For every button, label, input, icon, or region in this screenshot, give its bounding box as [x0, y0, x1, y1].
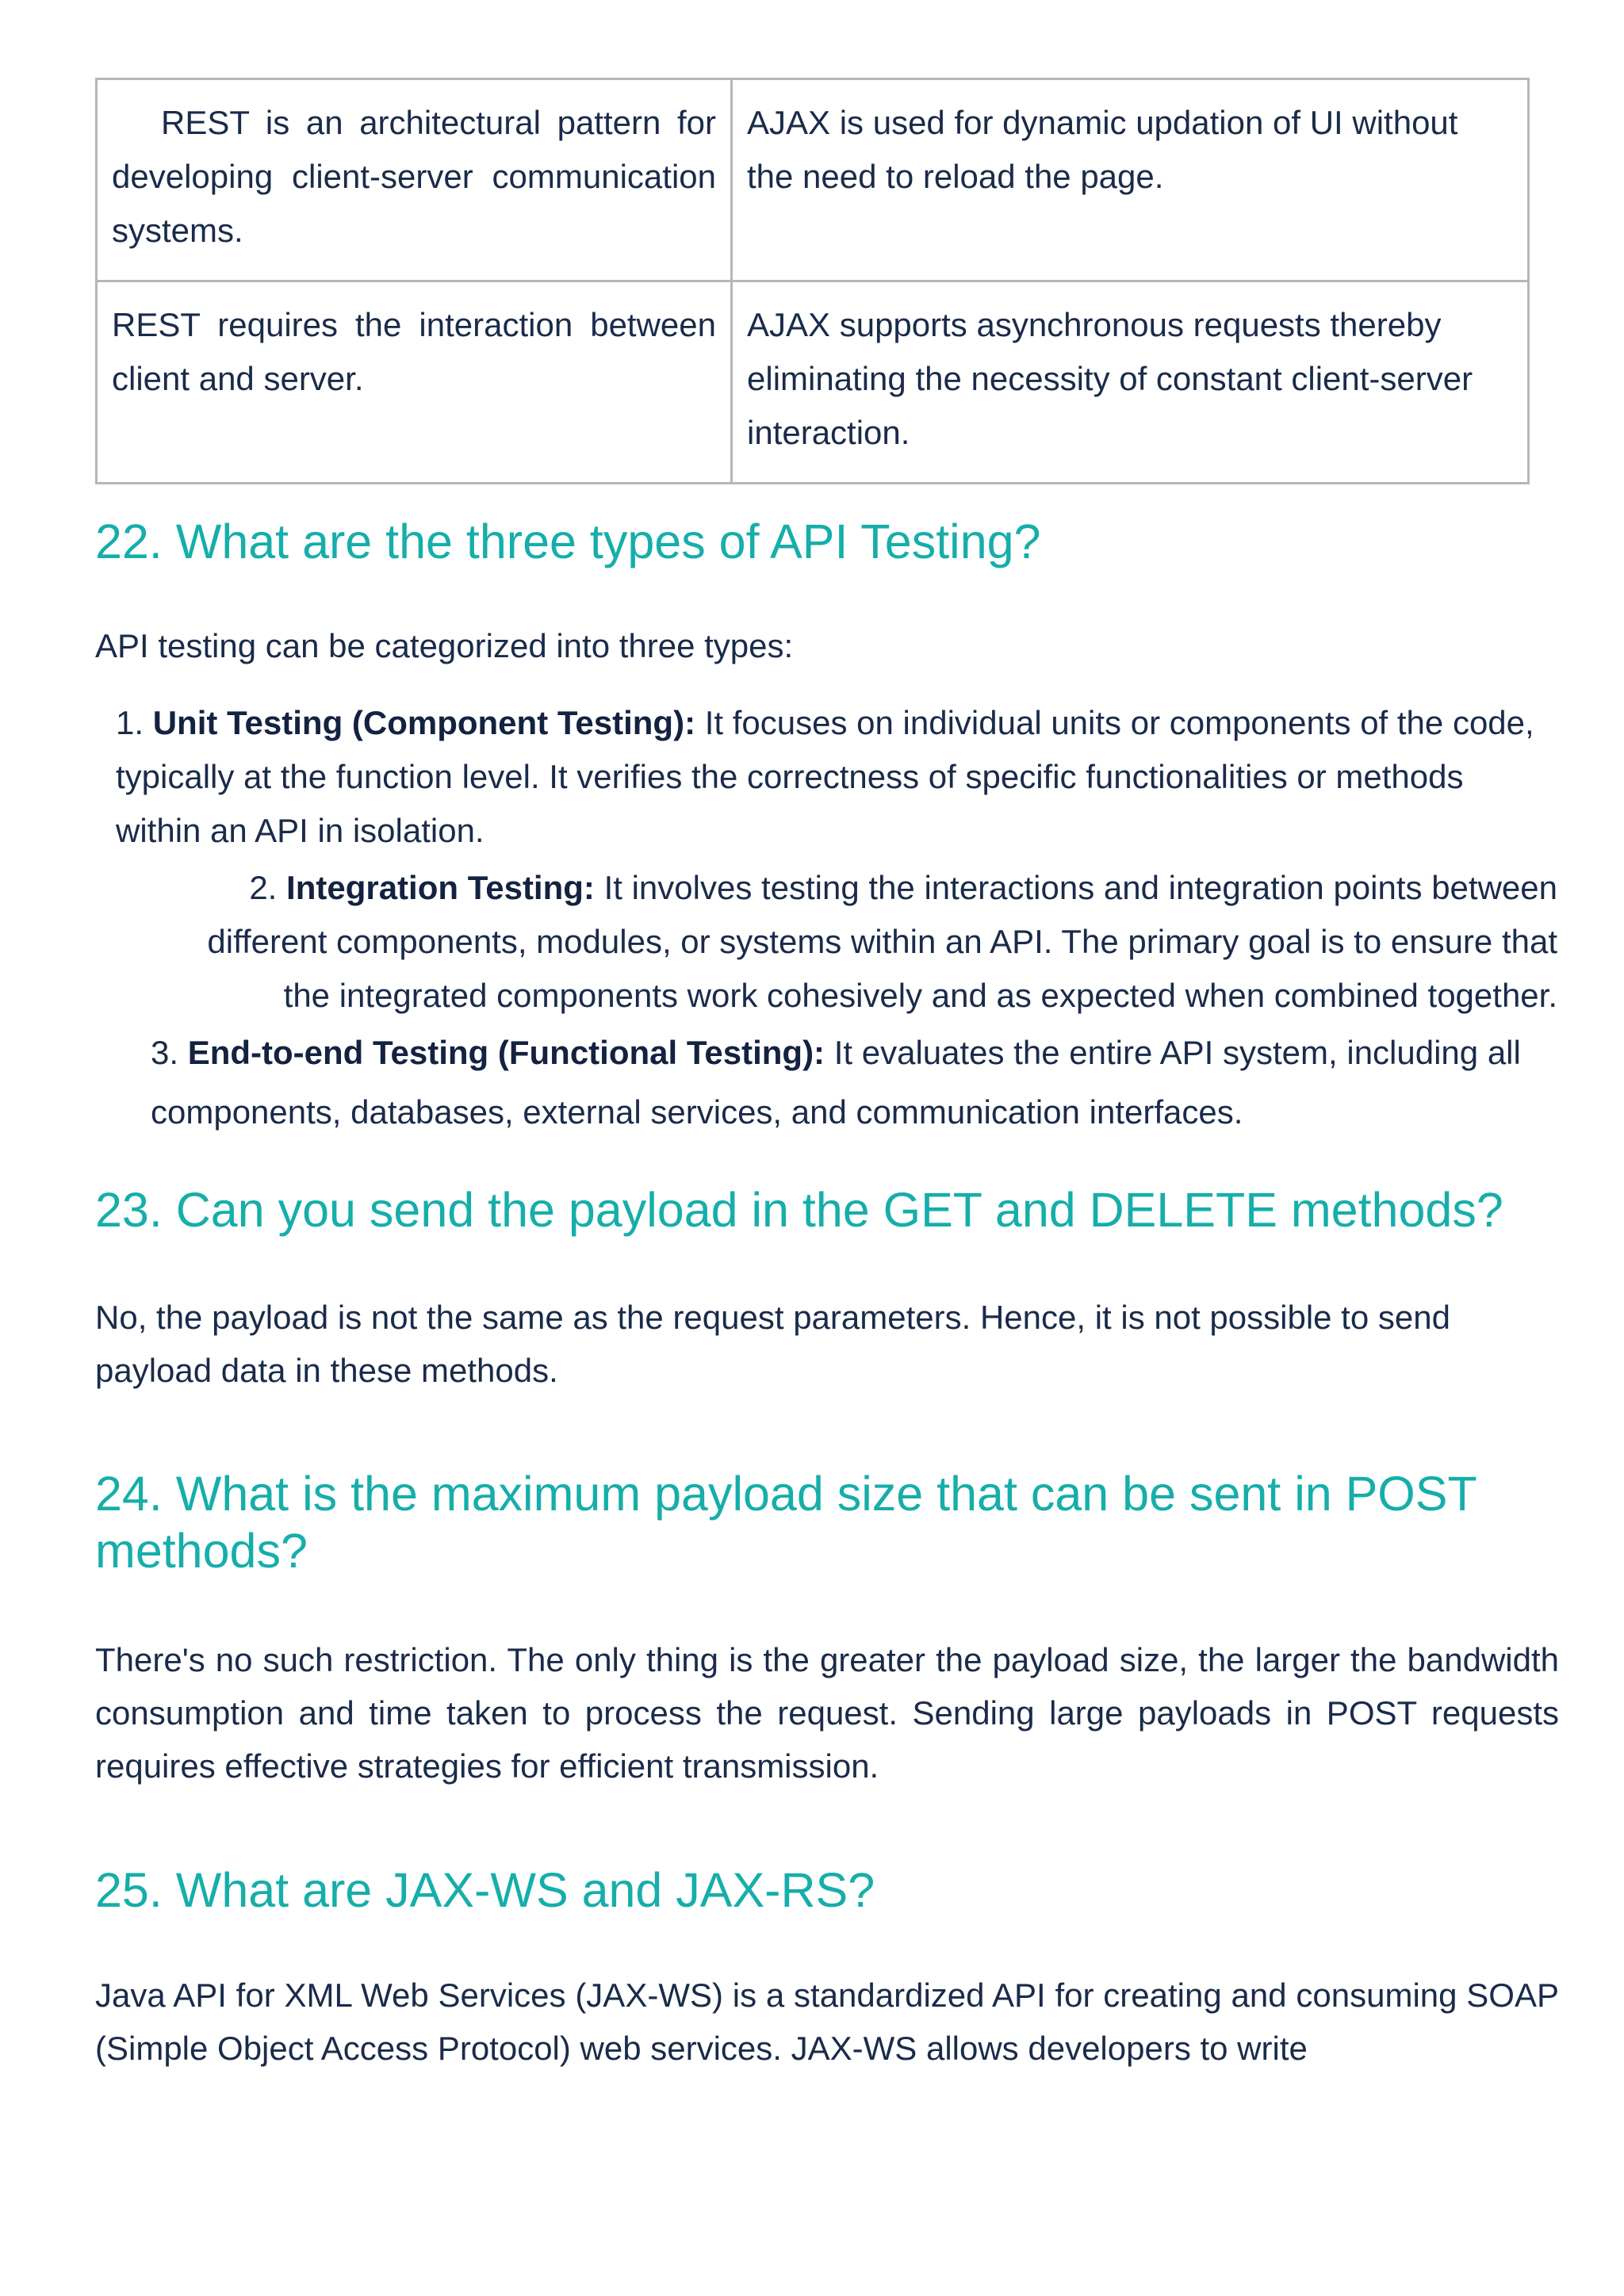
table-cell-rest: REST requires the interaction between client and server.	[97, 281, 732, 484]
q25-answer: Java API for XML Web Services (JAX-WS) is a standardized API for creating and consuming SOAP (Simple Object Access Protocol) web services. JAX-WS allows developers to write	[95, 1976, 1559, 2067]
q23-heading: 23. Can you send the payload in the GET and DELETE methods?	[95, 1183, 1503, 1237]
table-cell-rest	[97, 79, 732, 281]
table-cell-ajax: AJAX supports asynchronous requests thereby eliminating the necessity of constant client-server interaction.	[732, 281, 1529, 484]
table-row	[97, 281, 1529, 484]
table-cell-ajax: AJAX is used for dynamic updation of UI without the need to reload the page.	[732, 79, 1529, 281]
q22-heading: 22. What are the three types of API Testing?	[95, 515, 1041, 568]
q24-answer: There's no such restriction. The only thing is the greater the payload size, the larger the bandwidth consumption and time taken to process the request. Sending large payloads in POST requests requires effective strategies for efficient transmission.	[95, 1641, 1559, 1785]
list-number: 2.	[249, 869, 278, 906]
list-number: 3.	[151, 1034, 179, 1071]
q24-heading: 24. What is the maximum payload size that can be sent in POST methods?	[95, 1467, 1477, 1578]
list-item	[162, 861, 1557, 1023]
list-item	[116, 696, 1551, 858]
list-number: 1.	[116, 704, 144, 741]
list-term: Integration Testing:	[286, 869, 595, 906]
list-item	[151, 1023, 1559, 1142]
list-term: Unit Testing (Component Testing):	[152, 704, 696, 741]
q22-intro: API testing can be categorized into three types:	[95, 627, 794, 664]
rest-vs-ajax-table	[95, 78, 1530, 484]
list-term: End-to-end Testing (Functional Testing):	[187, 1034, 825, 1071]
list-text: It involves testing the interactions and integration points between different components, modules, or systems within an API. The primary goal is to ensure that the integrated components work cohesively and as expected when combined together.	[207, 869, 1557, 1014]
rest-cell-text: REST is an architectural pattern for developing client-server communication systems.	[112, 104, 716, 249]
table-row	[97, 79, 1529, 281]
list-text: It evaluates the entire API system, including all components, databases, external services, and communication interfaces.	[151, 1034, 1521, 1131]
q25-heading: 25. What are JAX-WS and JAX-RS?	[95, 1863, 875, 1917]
q23-answer: No, the payload is not the same as the request parameters. Hence, it is not possible to send payload data in these methods.	[95, 1299, 1450, 1389]
list-text: It focuses on individual units or components of the code, typically at the function level. It verifies the correctness of specific functionalities or methods within an API in isolation.	[116, 704, 1534, 849]
